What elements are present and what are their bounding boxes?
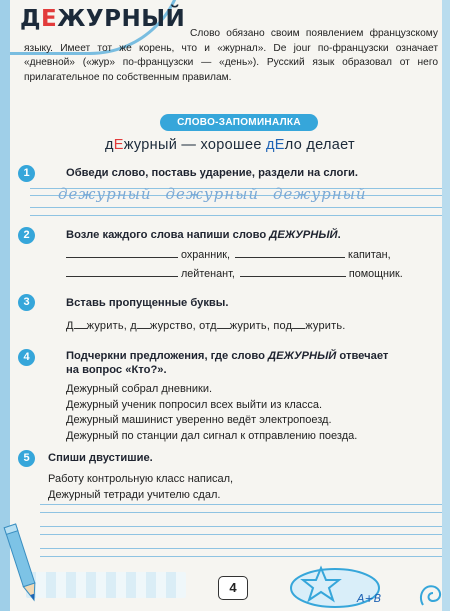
task-title-2: Возле каждого слова напиши слово ДЕЖУРНЫЙ. (66, 229, 341, 241)
page-number: 4 (218, 576, 248, 600)
letter-gap[interactable] (217, 320, 230, 329)
title-frame-edge (0, 0, 10, 55)
answer-blank[interactable] (66, 248, 178, 258)
task-title-4: Подчеркни предложения, где слово ДЕЖУРНЫЙ отвечает на вопрос «Кто?». (66, 350, 389, 376)
swirl-icon (415, 565, 450, 611)
memo-label: СЛОВО-ЗАПОМИНАЛКА (160, 114, 318, 131)
task-number-2: 2 (18, 227, 35, 244)
letter-gap[interactable] (74, 320, 87, 329)
intro-paragraph: Слово обязано своим появлением французскому языку. Имеет тот же корень, что и «журнал». De jour по-французски означает «дневной» («жур» по-французски — «день»). Русский язык образовал от него прилагательное по собственным правилам. (24, 28, 438, 83)
letter-gap[interactable] (137, 320, 150, 329)
task-title-1: Обведи слово, поставь ударение, раздели на слоги. (66, 167, 358, 179)
sentence-list (66, 382, 357, 444)
task-title-3: Вставь пропущенные буквы. (66, 297, 229, 309)
math-deco-text: A+B (357, 592, 382, 605)
task-number-3: 3 (18, 294, 35, 311)
right-border (442, 0, 450, 611)
title-stress-letter: Е (40, 6, 58, 32)
page-title: ДЕЖУРНЫЙ (20, 6, 186, 32)
task-number-1: 1 (18, 165, 35, 182)
task-title-5: Спиши двустишие. (48, 452, 153, 464)
ruler-decoration (26, 572, 186, 598)
memo-phrase: дЕжурный — хорошее дЕло делает (105, 137, 355, 153)
couplet: Работу контрольную класс написал, Дежурный тетради учителю сдал. (48, 473, 234, 501)
answer-blank[interactable] (240, 267, 346, 277)
blank-row-1: охранник, капитан, (66, 248, 391, 261)
pencil-icon (2, 518, 42, 608)
task-number-4: 4 (18, 349, 35, 366)
missing-letters-line: Д журить, д журство, отд журить, под журить. (66, 320, 346, 332)
handwriting-sample: дежурный дежурный дежурный (58, 185, 367, 203)
answer-blank[interactable] (66, 267, 178, 277)
star-icon (287, 560, 387, 610)
task-number-5: 5 (18, 450, 35, 467)
sentence[interactable]: Дежурный машинист уверенно ведёт электропоезд. (66, 414, 332, 426)
sentence[interactable]: Дежурный ученик попросил всех выйти из класса. (66, 398, 323, 411)
sentence[interactable]: Дежурный собрал дневники. (66, 383, 213, 395)
letter-gap[interactable] (292, 320, 305, 329)
sentence[interactable]: Дежурный по станции дал сигнал к отправлению поезда. (66, 429, 358, 442)
blank-row-2: лейтенант, помощник. (66, 267, 403, 280)
answer-blank[interactable] (235, 248, 345, 258)
